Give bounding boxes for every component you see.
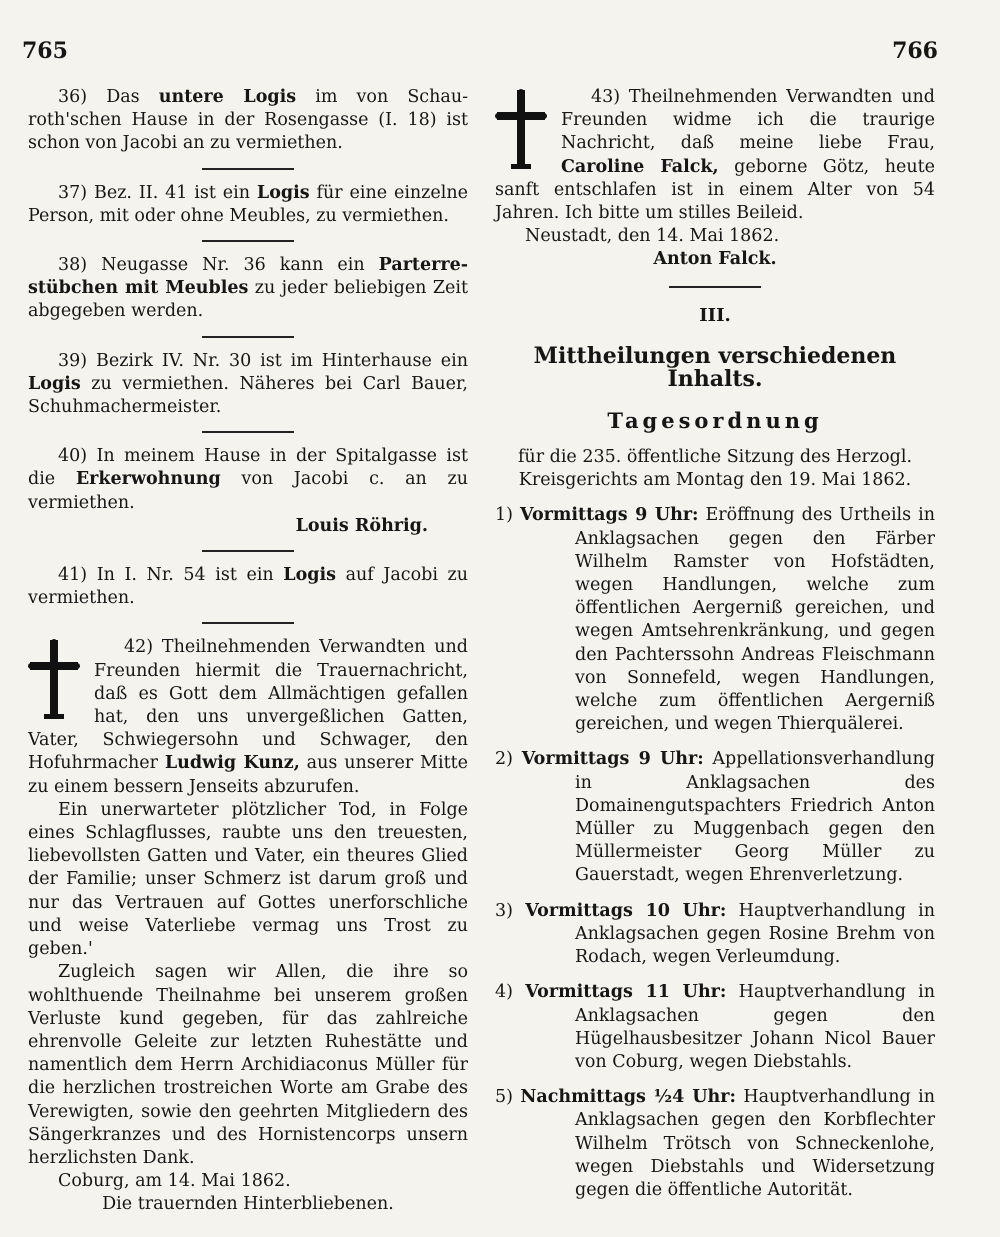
notice-number: 43) <box>591 87 621 107</box>
deceased-name: Ludwig Kunz, <box>164 753 300 774</box>
notice-keyword: Logis <box>283 565 336 586</box>
notice-42-paragraph-1: 42) Theilnehmenden Verwandten und Freunden hiermit die Trauernachricht, daß es Gott dem Allmächtigen gefallen hat, den uns unvergeßlichen Gatten, Vater, Schwiegersohn und Schwager, den Hofuhrmacher Ludwig Kunz, aus unserer Mitte zu einem bessern Jenseits abzurufen. <box>28 637 468 797</box>
notice-41: 41) In I. Nr. 54 ist ein Logis auf Jacobi zu vermiethen. <box>28 565 468 609</box>
notice-42 <box>28 636 468 1216</box>
notice-keyword: Erkerwohnung <box>75 469 221 490</box>
signature: Anton Falck. <box>653 249 777 270</box>
notice-37: 37) Bez. II. 41 ist ein Logis für eine einzelne Person, mit oder ohne Meubles, zu vermiethen. <box>28 182 468 226</box>
notice-36: 36) Das untere Logis im von Schau-roth'schen Hause in der Rosengasse (I. 18) ist schon von Jacobi an zu vermiethen. <box>28 87 469 154</box>
divider <box>202 336 294 338</box>
agenda-item: 4) Vormittags 11 Uhr: Hauptverhandlung in Anklagsachen gegen den Hügelhausbesitzer Johann Nicol Bauer von Coburg, wegen Diebstahls. <box>495 982 935 1072</box>
latin-cross-icon <box>495 88 551 172</box>
notice-number: 37) <box>58 182 88 203</box>
notice-40: 40) In meinem Hause in der Spitalgasse ist die Erkerwohnung von Jacobi c. an zu vermiethen. <box>28 446 468 513</box>
notice-keyword: untere Logis <box>158 87 297 107</box>
divider <box>202 431 294 433</box>
notice-42-paragraph-3: Zugleich sagen wir Allen, die ihre so wohlthuende Theilnahme bei unserem großen Verluste kund gegeben, für das zahlreiche ehrenvolle Geleite zur letzten Ruhestätte und namentlich dem Herrn Archidiaconus Müller für die herzlichen trostreichen Worte am Grabe des Verewigten, sowie den geehrten Mitgliedern des Sängerkranzes und des Hornistencorps unsern herzlichsten Dank. <box>28 962 468 1168</box>
agenda-title: Tagesordnung <box>607 408 823 434</box>
divider <box>202 240 294 242</box>
notice-39: 39) Bezirk IV. Nr. 30 ist im Hinterhause ein Logis zu vermiethen. Näheres bei Carl Bauer, Schuhmachermeister. <box>28 350 468 418</box>
divider <box>202 168 294 170</box>
notice-keyword: Parterre-stübchen mit Meubles <box>28 255 468 299</box>
section-number: III. <box>699 304 731 326</box>
right-column <box>495 86 935 1202</box>
notice-number: 42) <box>124 637 154 658</box>
divider <box>669 286 761 288</box>
notice-number: 39) <box>58 350 88 371</box>
notice-43 <box>495 86 935 272</box>
page-number-right: 766 <box>892 38 938 64</box>
agenda-item: 5) Nachmittags ½4 Uhr: Hauptverhandlung in Anklagsachen gegen den Korbflechter Wilhelm Trötsch von Schneckenlohe, wegen Diebstahls und Widersetzung gegen die öffentliche Autorität. <box>495 1087 935 1200</box>
closing-signature: Die trauernden Hinterbliebenen. <box>102 1194 394 1215</box>
agenda-list <box>495 504 935 1202</box>
divider <box>202 622 294 624</box>
place-date: Neustadt, den 14. Mai 1862. <box>525 226 780 247</box>
notice-42-paragraph-2: Ein unerwarteter plötzlicher Tod, in Folge eines Schlagflusses, raubte uns den treuesten, liebevollsten Gatten und Vater, ein theures Glied der Familie; unser Schmerz ist darum groß und nur das Vertrauen auf Gottes unerforschliche und weise Vaterliebe vermag uns Trost zu geben.' <box>28 799 468 960</box>
agenda-subtitle: für die 235. öffentliche Sitzung des Herzogl. Kreisgerichts am Montag den 19. Mai 1862. <box>517 447 913 491</box>
divider <box>202 550 294 552</box>
left-column <box>28 86 468 1217</box>
notice-keyword: Logis <box>28 373 81 394</box>
notice-38: 38) Neugasse Nr. 36 kann ein Parterre-stübchen mit Meubles zu jeder beliebigen Zeit abgegeben werden. <box>28 255 468 322</box>
deceased-name: Caroline Falck, <box>561 156 719 177</box>
agenda-item: 3) Vormittags 10 Uhr: Hauptverhandlung in Anklagsachen gegen Rosine Brehm von Rodach, wegen Verleumdung. <box>495 900 935 968</box>
page-number-left: 765 <box>22 38 68 64</box>
notice-number: 41) <box>58 565 88 586</box>
section-title: Mittheilungen verschiedenen Inhalts. <box>533 342 897 393</box>
signature: Louis Röhrig. <box>295 515 428 536</box>
notice-43-text: 43) Theilnehmenden Verwandten und Freunden widme ich die traurige Nachricht, daß meine liebe Frau, Caroline Falck, geborne Götz, heute sanft entschlafen ist in einem Alter von 54 Jahren. Ich bitte um stilles Beileid. <box>495 87 935 224</box>
notice-keyword: Logis <box>256 182 310 203</box>
notice-number: 40) <box>58 446 88 467</box>
notice-number: 36) <box>58 87 88 107</box>
agenda-item: 2) Vormittags 9 Uhr: Appellationsverhandlung in Anklagsachen des Domainengutspachters Friedrich Anton Müller zu Muggenbach gegen den Müllermeister Georg Müller zu Gauerstadt, wegen Ehrenverletzung. <box>495 749 935 886</box>
place-date: Coburg, am 14. Mai 1862. <box>58 1171 291 1192</box>
agenda-item: 1) Vormittags 9 Uhr: Eröffnung des Urtheils in Anklagsachen gegen den Färber Wilhelm Ramster von Hofstädten, wegen Handlungen, welche zum öffentlichen Aergerniß gereichen, und wegen Amtsehrenkränkung, und gegen den Pachterssohn Andreas Fleischmann von Sonnefeld, wegen Handlungen, welche zum öffentlichen Aergerniß gereichen, und wegen Thierquälerei. <box>495 505 935 735</box>
latin-cross-icon <box>28 638 84 722</box>
notice-number: 38) <box>58 255 88 276</box>
